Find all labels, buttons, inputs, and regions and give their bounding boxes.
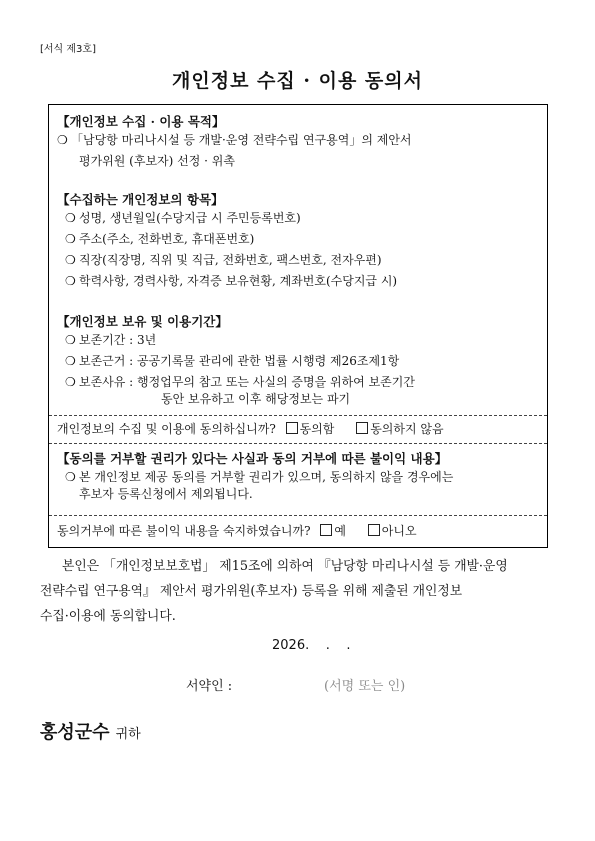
purpose-line-2: 평가위원 (후보자) 선정 · 위촉 — [79, 154, 235, 168]
list-item — [57, 250, 541, 271]
retention-period — [57, 330, 541, 351]
document-title: 개인정보 수집 · 이용 동의서 — [172, 70, 423, 92]
no-checkbox[interactable] — [368, 524, 380, 536]
purpose-line-1 — [57, 130, 541, 151]
divider — [49, 515, 547, 516]
recipient-name: 홍성군수 — [40, 722, 110, 743]
list-item — [57, 229, 541, 250]
bullet-icon: ❍ — [65, 274, 76, 288]
list-item-text: 직장(직장명, 직위 및 직급, 전화번호, 팩스번호, 전자우편) — [79, 253, 382, 267]
divider — [49, 443, 547, 444]
retention-reason-text-1: 보존사유 : 행정업무의 참고 또는 사실의 증명을 위하여 보존기간 — [79, 375, 415, 389]
declaration-line-3: 수집·이용에 동의합니다. — [40, 609, 176, 624]
acknowledge-question-row — [57, 517, 541, 545]
refusal-line-1 — [57, 469, 541, 486]
no-label: 아니오 — [381, 524, 417, 538]
retention-basis-text: 보존근거 : 공공기록물 관리에 관한 법률 시행령 제26조제1항 — [79, 354, 400, 368]
signature-date[interactable]: 2026. . . — [272, 638, 351, 653]
bullet-icon: ❍ — [57, 133, 68, 147]
items-section — [57, 191, 541, 292]
refusal-heading: 【동의를 거부할 권리가 있다는 사실과 동의 거부에 따른 불이익 내용】 — [57, 451, 448, 466]
retention-heading: 【개인정보 보유 및 이용기간】 — [57, 314, 228, 329]
yes-label: 예 — [334, 524, 346, 538]
bullet-icon: ❍ — [65, 470, 76, 484]
refusal-line-2: 후보자 등록신청에서 제외됩니다. — [79, 487, 253, 501]
retention-basis — [57, 351, 541, 372]
acknowledge-question-text: 동의거부에 따른 불이익 내용을 숙지하였습니까? — [57, 524, 311, 538]
disagree-label: 동의하지 않음 — [370, 422, 444, 436]
signature-field[interactable]: (서명 또는 인) — [324, 679, 406, 694]
consent-question-text: 개인정보의 수집 및 이용에 동의하십니까? — [57, 422, 276, 436]
disagree-checkbox[interactable] — [356, 422, 368, 434]
agree-label: 동의함 — [299, 422, 335, 436]
declaration-line-2: 전략수립 연구용역』 제안서 평가위원(후보자) 등록을 위해 제출된 개인정보 — [40, 584, 463, 599]
purpose-text-1: 「남당항 마리나시설 등 개발·운영 전략수립 연구용역」의 제안서 — [71, 133, 412, 147]
bullet-icon: ❍ — [65, 333, 76, 347]
declaration-paragraph — [40, 554, 552, 629]
bullet-icon: ❍ — [65, 375, 76, 389]
retention-reason — [57, 374, 541, 391]
retention-reason-cont: 동안 보유하고 이후 해당정보는 파기 — [161, 392, 351, 406]
bullet-icon: ❍ — [65, 232, 76, 246]
list-item-text: 성명, 생년월일(수당지급 시 주민등록번호) — [79, 211, 301, 225]
retention-section — [57, 313, 541, 408]
bullet-icon: ❍ — [65, 253, 76, 267]
items-heading: 【수집하는 개인정보의 항목】 — [57, 192, 224, 207]
recipient — [40, 718, 141, 744]
refusal-text-1: 본 개인정보 제공 동의를 거부할 권리가 있으며, 동의하지 않을 경우에는 — [79, 470, 454, 484]
form-number: [서식 제3호] — [40, 44, 96, 55]
consent-question-row — [57, 415, 541, 443]
signer-label: 서약인 : — [186, 679, 233, 694]
bullet-icon: ❍ — [65, 354, 76, 368]
declaration-text-1: 본인은 「개인정보보호법」 제15조에 의하여 『남당항 마리나시설 등 개발·운영 — [62, 559, 508, 574]
declaration-line-1 — [40, 554, 552, 579]
list-item — [57, 208, 541, 229]
list-item-text: 학력사항, 경력사항, 자격증 보유현황, 계좌번호(수당지급 시) — [79, 274, 398, 288]
refusal-section — [57, 450, 541, 503]
signer-row — [186, 675, 406, 694]
agree-checkbox[interactable] — [286, 422, 298, 434]
purpose-section — [57, 113, 541, 172]
consent-form-box — [48, 104, 548, 548]
purpose-heading: 【개인정보 수집 · 이용 목적】 — [57, 114, 225, 129]
yes-checkbox[interactable] — [320, 524, 332, 536]
list-item — [57, 271, 541, 292]
list-item-text: 주소(주소, 전화번호, 휴대폰번호) — [79, 232, 255, 246]
retention-period-text: 보존기간 : 3년 — [79, 333, 157, 347]
bullet-icon: ❍ — [65, 211, 76, 225]
recipient-honorific: 귀하 — [115, 727, 141, 742]
